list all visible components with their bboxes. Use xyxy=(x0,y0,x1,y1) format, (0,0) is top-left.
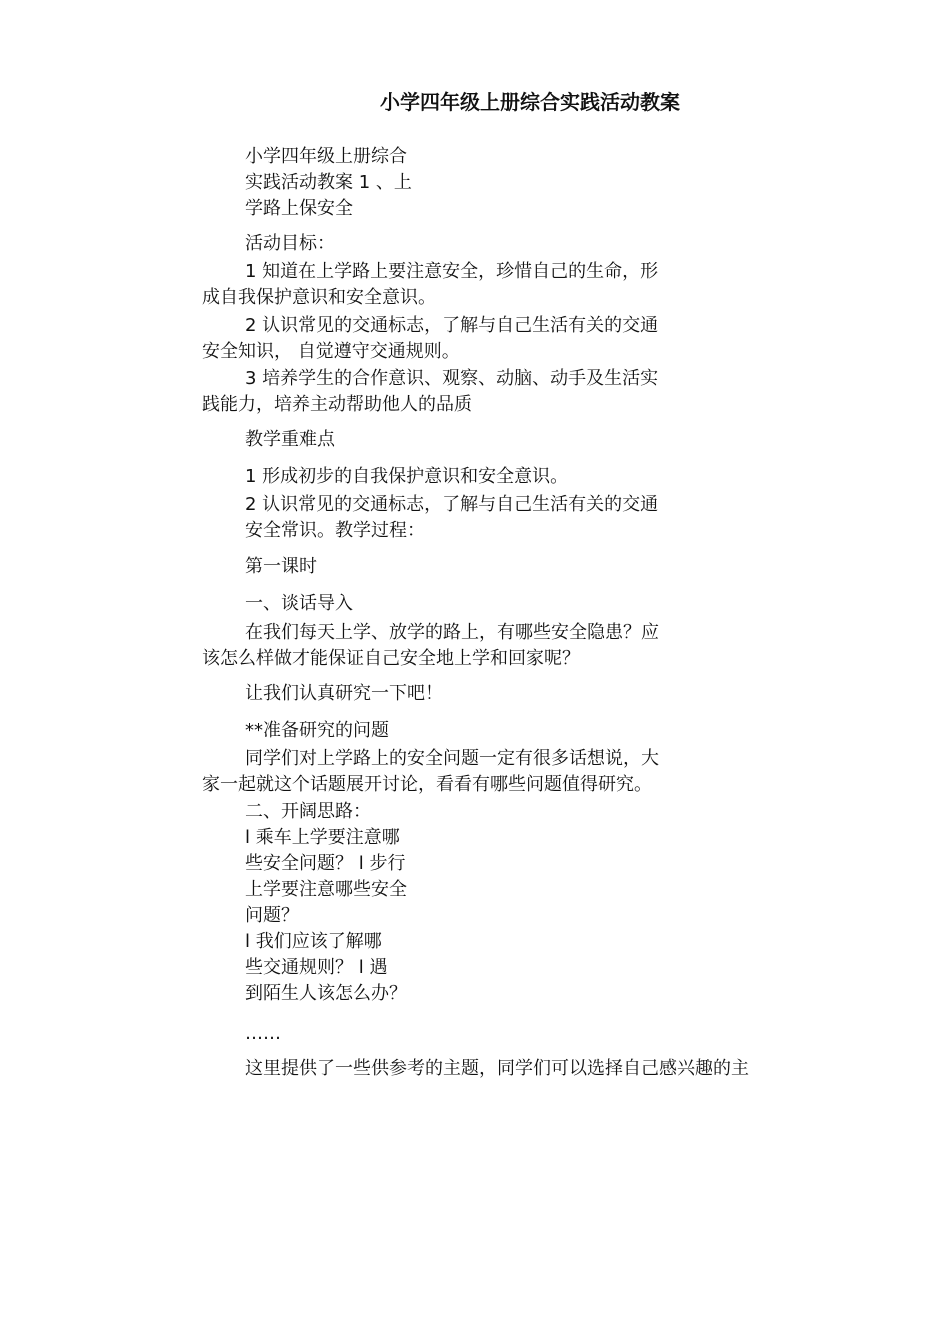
goal-paragraph-3 xyxy=(202,366,742,418)
paragraph-line: 家一起就这个话题展开讨论，看看有哪些问题值得研究。 xyxy=(202,774,652,795)
goal-paragraph-2 xyxy=(202,313,742,365)
paragraph-line: 践能力，培养主动帮助他人的品质 xyxy=(202,394,472,415)
paragraph-line: 1 知道在上学路上要注意安全，珍惜自己的生命，形 xyxy=(245,261,659,282)
paragraph-line: 安全知识， 自觉遵守交通规则。 xyxy=(202,341,460,362)
list-item: 问题？ xyxy=(245,905,299,926)
subtitle-block xyxy=(245,144,412,222)
research-line: 让我们认真研究一下吧！ xyxy=(245,683,443,704)
paragraph-line: 安全常识。教学过程： xyxy=(245,520,425,541)
goals-heading: 活动目标： xyxy=(245,233,335,254)
subtitle-line: 实践活动教案 1 、上 xyxy=(245,172,412,193)
questions-list xyxy=(245,825,407,1007)
paragraph-line: 2 认识常见的交通标志，了解与自己生活有关的交通 xyxy=(245,494,659,515)
goal-paragraph-1 xyxy=(202,259,742,311)
paragraph-line: 3 培养学生的合作意识、观察、动脑、动手及生活实 xyxy=(245,368,659,389)
list-item: l 乘车上学要注意哪 xyxy=(245,827,400,848)
intro-paragraph xyxy=(202,620,742,672)
ellipsis: …… xyxy=(245,1023,281,1044)
section-heading-2: 二、开阔思路： xyxy=(245,801,371,822)
key-point-1: 1 形成初步的自我保护意识和安全意识。 xyxy=(245,466,569,487)
paragraph-line: 同学们对上学路上的安全问题一定有很多话想说，大 xyxy=(245,748,659,769)
list-item: 些安全问题？ l 步行 xyxy=(245,853,406,874)
subtitle-line: 小学四年级上册综合 xyxy=(245,146,407,167)
lesson-heading: 第一课时 xyxy=(245,556,317,577)
prepare-heading: **准备研究的问题 xyxy=(245,720,389,741)
document-title: 小学四年级上册综合实践活动教案 xyxy=(380,90,680,114)
section-heading-1: 一、谈话导入 xyxy=(245,593,353,614)
paragraph-line: 在我们每天上学、放学的路上，有哪些安全隐患？应 xyxy=(245,622,659,643)
list-item: 上学要注意哪些安全 xyxy=(245,879,407,900)
closing-line: 这里提供了一些供参考的主题，同学们可以选择自己感兴趣的主 xyxy=(245,1058,749,1079)
prepare-paragraph xyxy=(202,746,742,798)
paragraph-line: 2 认识常见的交通标志，了解与自己生活有关的交通 xyxy=(245,315,659,336)
list-item: l 我们应该了解哪 xyxy=(245,931,382,952)
list-item: 些交通规则？ l 遇 xyxy=(245,957,388,978)
list-item: 到陌生人该怎么办？ xyxy=(245,983,407,1004)
paragraph-line: 该怎么样做才能保证自己安全地上学和回家呢？ xyxy=(202,648,580,669)
subtitle-line: 学路上保安全 xyxy=(245,198,353,219)
paragraph-line: 成自我保护意识和安全意识。 xyxy=(202,287,436,308)
key-point-2 xyxy=(245,492,658,544)
key-points-heading: 教学重难点 xyxy=(245,429,335,450)
